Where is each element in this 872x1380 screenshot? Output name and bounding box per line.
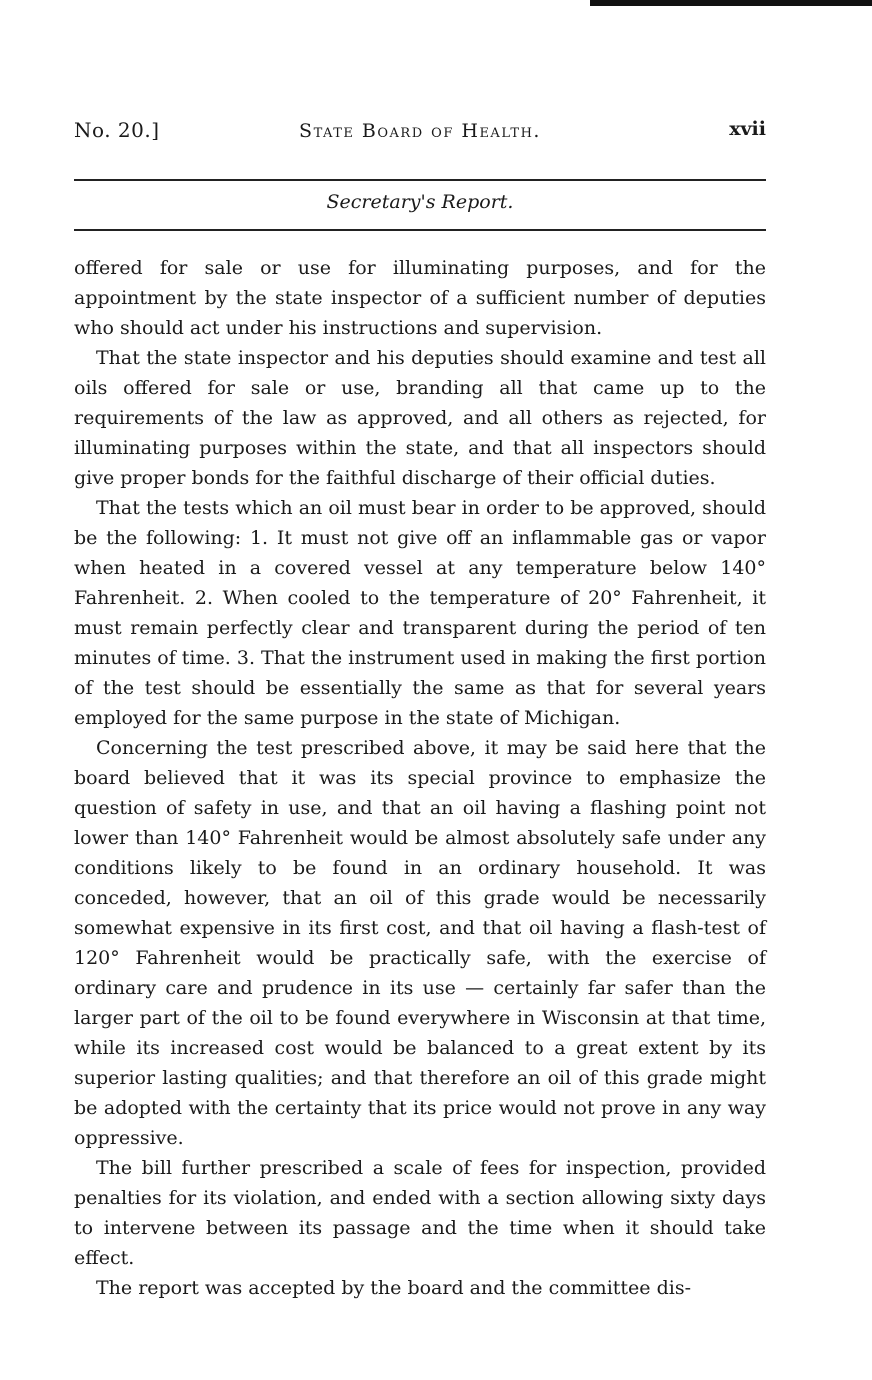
paragraph: That the tests which an oil must bear in order to be approved, should be the following: 1. It must not give off an inflammable gas or vapor when heated in a covered vessel at any temperature below 140° Fahrenheit. 2. When cooled to the temperature of 20° Fahrenheit, it must remain perfectly clear and transparent during the period of ten minutes of time. 3. That the instrument used in making the first portion of the test should be essentially the same as that for several years employed for the same purpose in the state of Michigan. [74, 497, 766, 729]
page-edge-mark [590, 0, 872, 6]
paragraph: The bill further prescribed a scale of fees for inspection, provided penalties for its violation, and ended with a section allowing sixty days to intervene between its passage and the time when it should take effect. [74, 1157, 766, 1269]
paragraph: The report was accepted by the board and the committee dis- [96, 1277, 691, 1299]
page-number: xvii [729, 118, 766, 140]
running-head [74, 118, 766, 152]
header-rule-bottom [74, 229, 766, 231]
body-text [74, 253, 766, 1303]
document-number: No. 20.] [74, 118, 160, 142]
section-heading: Secretary's Report. [326, 191, 514, 213]
running-title: State Board of Health. [299, 120, 541, 142]
document-page [74, 118, 766, 1303]
paragraph: That the state inspector and his deputies should examine and test all oils offered for sale or use, branding all that came up to the requirements of the law as approved, and all others as rejected, for illuminating purposes within the state, and that all inspectors should give proper bonds for the faithful discharge of their official duties. [74, 347, 766, 489]
paragraph: Concerning the test prescribed above, it may be said here that the board believed that it was its special province to emphasize the question of safety in use, and that an oil having a flashing point not lower than 140° Fahrenheit would be almost absolutely safe under any conditions likely to be found in an ordinary household. It was conceded, however, that an oil of this grade would be necessarily somewhat expensive in its first cost, and that oil having a flash-test of 120° Fahrenheit would be practically safe, with the exercise of ordinary care and prudence in its use — certainly far safer than the larger part of the oil to be found everywhere in Wisconsin at that time, while its increased cost would be balanced to a great extent by its superior lasting qualities; and that therefore an oil of this grade might be adopted with the certainty that its price would not prove in any way oppressive. [74, 737, 766, 1149]
paragraph-continued: offered for sale or use for illuminating purposes, and for the appointment by the state inspector of a sufficient number of deputies who should act under his instructions and supervision. [74, 257, 766, 339]
header-rule-top [74, 179, 766, 181]
